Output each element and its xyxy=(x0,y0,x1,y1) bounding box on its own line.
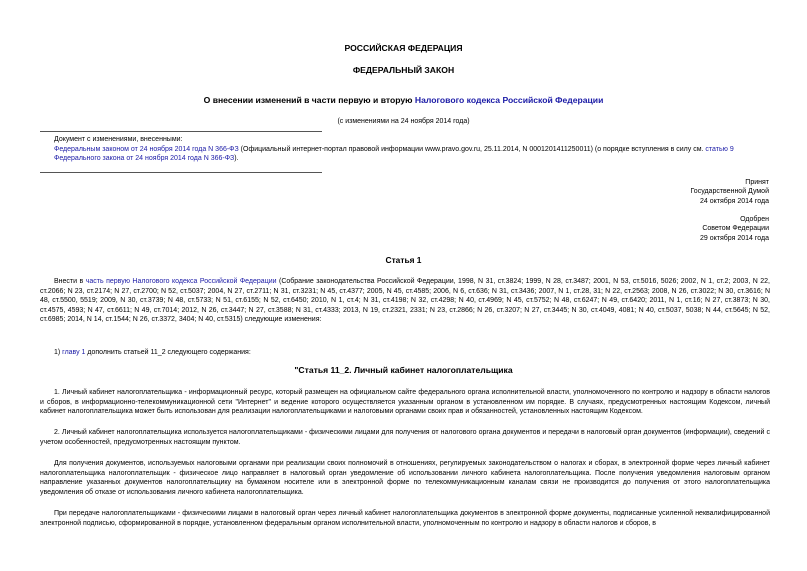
item1-text: дополнить статьей 11_2 следующего содержания: xyxy=(85,349,251,356)
article1-heading: Статья 1 xyxy=(385,255,422,265)
docinfo-block xyxy=(40,135,770,164)
approved-line1: Одобрен xyxy=(740,216,769,223)
docinfo-bottom-rule xyxy=(40,172,322,173)
article9-link[interactable]: статью 9 Федерального закона от 24 ноября 2014 года N 366-ФЗ xyxy=(54,145,734,163)
article11-2-p3: Для получения документов, используемых налоговыми органами при реализации своих полномочий в отношениях, регулируемых законодательством о налогах и сборах, в электронной форме через личный кабинет налогоплательщика налогоплательщик - физическое лицо направляет в налоговый орган уведомление об использовании личного кабинета налогоплательщика. После получения уведомления налоговым органом направление указанных документов налогоплательщику на бумажном носителе или в электронной форме по телекоммуникационным каналам связи не производится до получения от этого налогоплательщика уведомления об отказе от использования личного кабинета налогоплательщика. xyxy=(40,460,770,496)
tax-code-link[interactable]: Налогового кодекса Российской Федерации xyxy=(414,95,604,105)
article11-2-p4: При передаче налогоплательщиками - физическими лицами в налоговый орган через личный кабинет налогоплательщика документов в электронной форме документы, подписанные усиленной неквалифицированной электронной подписью, сформированной в порядке, установленном федеральным органом исполнительной власти, уполномоченным по контролю и надзору в области налогов и сборов, в xyxy=(40,510,770,527)
amending-law-link[interactable]: Федеральным законом от 24 ноября 2014 года N 366-ФЗ xyxy=(54,145,239,153)
chapter1-link[interactable]: главу 1 xyxy=(62,349,86,356)
docinfo-label: Документ с изменениями, внесенными: xyxy=(54,136,183,143)
approved-block xyxy=(609,215,769,243)
approved-line2: Советом Федерации xyxy=(702,225,769,233)
adopted-block xyxy=(609,178,769,206)
country-heading: РОССИЙСКАЯ ФЕДЕРАЦИЯ xyxy=(344,43,463,53)
article11-2-p1: 1. Личный кабинет налогоплательщика - информационный ресурс, который размещен на официальном сайте федерального органа исполнительной власти, уполномоченного по контролю и надзору в области налогов и сборов, в информационно-телекоммуникационной сети "Интернет" и ведение которого осуществляется указанным органом в установленном им порядке. В случаях, предусмотренных настоящим Кодексом, личный кабинет налогоплательщика может быть использован для реализации налогоплательщиками и налоговыми органами своих прав и обязанностей, установленных настоящим Кодексом. xyxy=(40,389,770,416)
law-title xyxy=(0,96,807,106)
adopted-line3: 24 октября 2014 года xyxy=(700,197,769,205)
doc-type-heading: ФЕДЕРАЛЬНЫЙ ЗАКОН xyxy=(352,65,455,75)
approved-line3: 29 октября 2014 года xyxy=(700,234,769,242)
docinfo-top-rule xyxy=(40,131,322,132)
item1-num: 1) xyxy=(54,349,63,356)
article1-intro-text: (Собрание законодательства Российской Федерации, 1998, N 31, ст.3824; 1999, N 28, ст.3487; 2001, N 53, ст.5016, 5026; 2002, N 1, ст.2; 2003, N 22, ст.2066; N 23, ст.2174; N 27, ст.2700; N 52, ст.5037; 2004, N 27, ст.2711; N 31, ст.3231; N 45, ст.4377; 2005, N 45, ст.4585; 2006, N 6, ст.636; N 31, ст.3436; 2007, N 1, ст.28, 31; N 22, ст.2563; 2008, N 26, ст.3022; N 30, ст.3616; N 48, ст.5500, 5519; 2009, N 30, ст.3739; N 48, ст.5733; N 51, ст.6155; N 52, ст.6450; 2010, N 1, ст.4; N 31, ст.4198; N 32, ст.4298; N 40, ст.4969; N 45, ст.5752; N 48, ст.6247; N 49, ст.6420; 2011, N 1, ст.16; N 27, ст.3873; N 30, ст.4575, 4593; N 47, ст.6611; N 49, ст.7014; 2012, N 26, ст.3447; N 27, ст.3588; N 31, ст.4333; 2013, N 19, ст.2321, 2331; N 23, ст.2866; N 26, ст.3207; N 27, ст.3445; N 30, ст.4049, 4081; N 40, ст.5037, 5038; N 44, ст.5645; N 52, ст.6985; 2014, N 14, ст.1544; N 26, ст.3372, 3404; N 40, ст.5315) следующие изменения: xyxy=(40,278,770,324)
law-title-prefix: О внесении изменений в части первую и вторую xyxy=(203,95,415,105)
docinfo-text1: (Официальный интернет-портал правовой информации www.pravo.gov.ru, 25.11.2014, N 0001201411250011) (о порядке вступления в силу см. xyxy=(238,145,706,153)
article1-intro-prefix: Внести в xyxy=(54,278,86,285)
docinfo-text2: ). xyxy=(234,155,239,163)
adopted-line1: Принят xyxy=(745,179,769,186)
article1-intro xyxy=(40,277,770,325)
article11-2-p2: 2. Личный кабинет налогоплательщика используется налогоплательщиками - физическими лицами для получения от налогового органа документов и передачи в налоговый орган документов (информации), сведений с учетом особенностей, предусмотренных настоящим пунктом. xyxy=(40,429,770,446)
docinfo-text xyxy=(40,145,770,164)
law-subtitle: (с изменениями на 24 ноября 2014 года) xyxy=(337,118,470,125)
article1-item1 xyxy=(40,348,770,358)
part-one-link[interactable]: часть первую Налогового кодекса Российской Федерации xyxy=(85,278,277,285)
article11-2-heading: "Статья 11_2. Личный кабинет налогоплательщика xyxy=(294,365,513,375)
adopted-line2: Государственной Думой xyxy=(690,188,769,196)
